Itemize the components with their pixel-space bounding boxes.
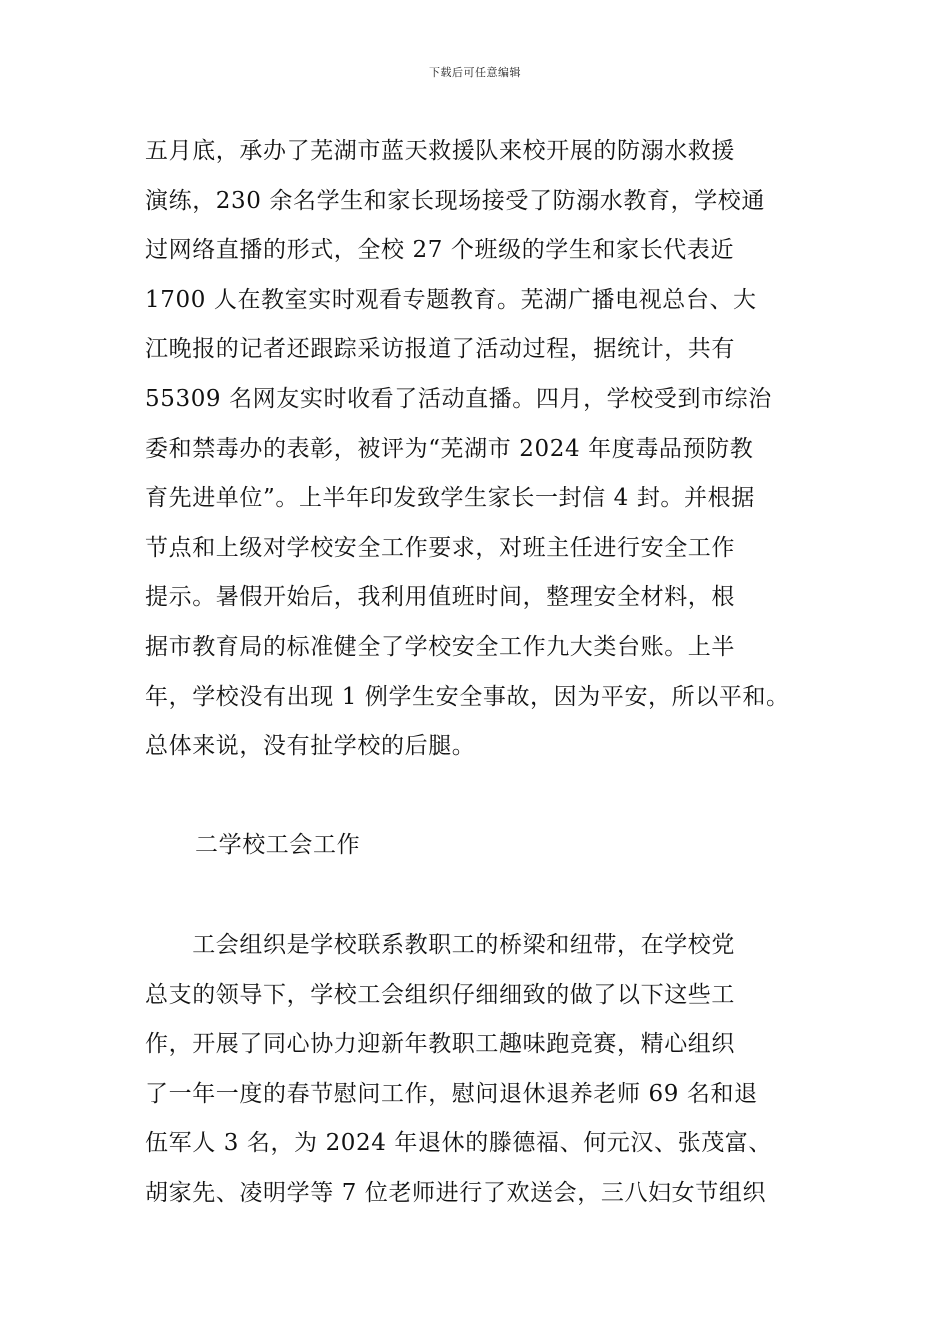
section-heading: 二学校工会工作 <box>195 832 361 858</box>
text-line: 55309 名网友实时收看了活动直播。四月，学校受到市综治 <box>145 385 772 412</box>
text-line: 过网络直播的形式，全校 27 个班级的学生和家长代表近 <box>145 237 735 264</box>
header-note: 下载后可任意编辑 <box>429 66 521 79</box>
text-line: 作，开展了同心协力迎新年教职工趣味跑竞赛，精心组织 <box>145 1031 735 1058</box>
text-line: 1700 人在教室实时观看专题教育。芜湖广播电视总台、大 <box>145 286 757 313</box>
paragraph-union-work <box>145 921 815 1219</box>
text-line: 胡家先、凌明学等 7 位老师进行了欢送会，三八妇女节组织 <box>145 1179 767 1206</box>
text-line: 据市教育局的标准健全了学校安全工作九大类台账。上半 <box>145 633 735 660</box>
text-line: 委和禁毒办的表彰，被评为“芜湖市 2024 年度毒品预防教 <box>145 435 754 462</box>
text-line: 节点和上级对学校安全工作要求，对班主任进行安全工作 <box>145 534 735 561</box>
text-line: 育先进单位”。上半年印发致学生家长一封信 4 封。并根据 <box>145 485 755 512</box>
text-line: 演练，230 余名学生和家长现场接受了防溺水教育，学校通 <box>145 187 766 214</box>
text-line: 总体来说，没有扯学校的后腿。 <box>145 733 476 760</box>
text-line: 了一年一度的春节慰问工作，慰问退休退养老师 69 名和退 <box>145 1080 758 1107</box>
text-line: 五月底，承办了芜湖市蓝天救援队来校开展的防溺水救援 <box>145 138 735 164</box>
text-line: 提示。暑假开始后，我利用值班时间，整理安全材料，根 <box>145 584 735 611</box>
text-line: 年，学校没有出现 1 例学生安全事故，因为平安，所以平和。 <box>145 683 790 710</box>
text-line: 江晚报的记者还跟踪采访报道了活动过程，据统计，共有 <box>145 336 735 363</box>
text-line: 工会组织是学校联系教职工的桥梁和纽带，在学校党 <box>145 932 735 958</box>
paragraph-safety-work <box>145 127 815 772</box>
text-line: 伍军人 3 名，为 2024 年退休的滕德福、何元汉、张茂富、 <box>145 1130 773 1157</box>
text-line: 总支的领导下，学校工会组织仔细细致的做了以下这些工 <box>145 981 735 1008</box>
